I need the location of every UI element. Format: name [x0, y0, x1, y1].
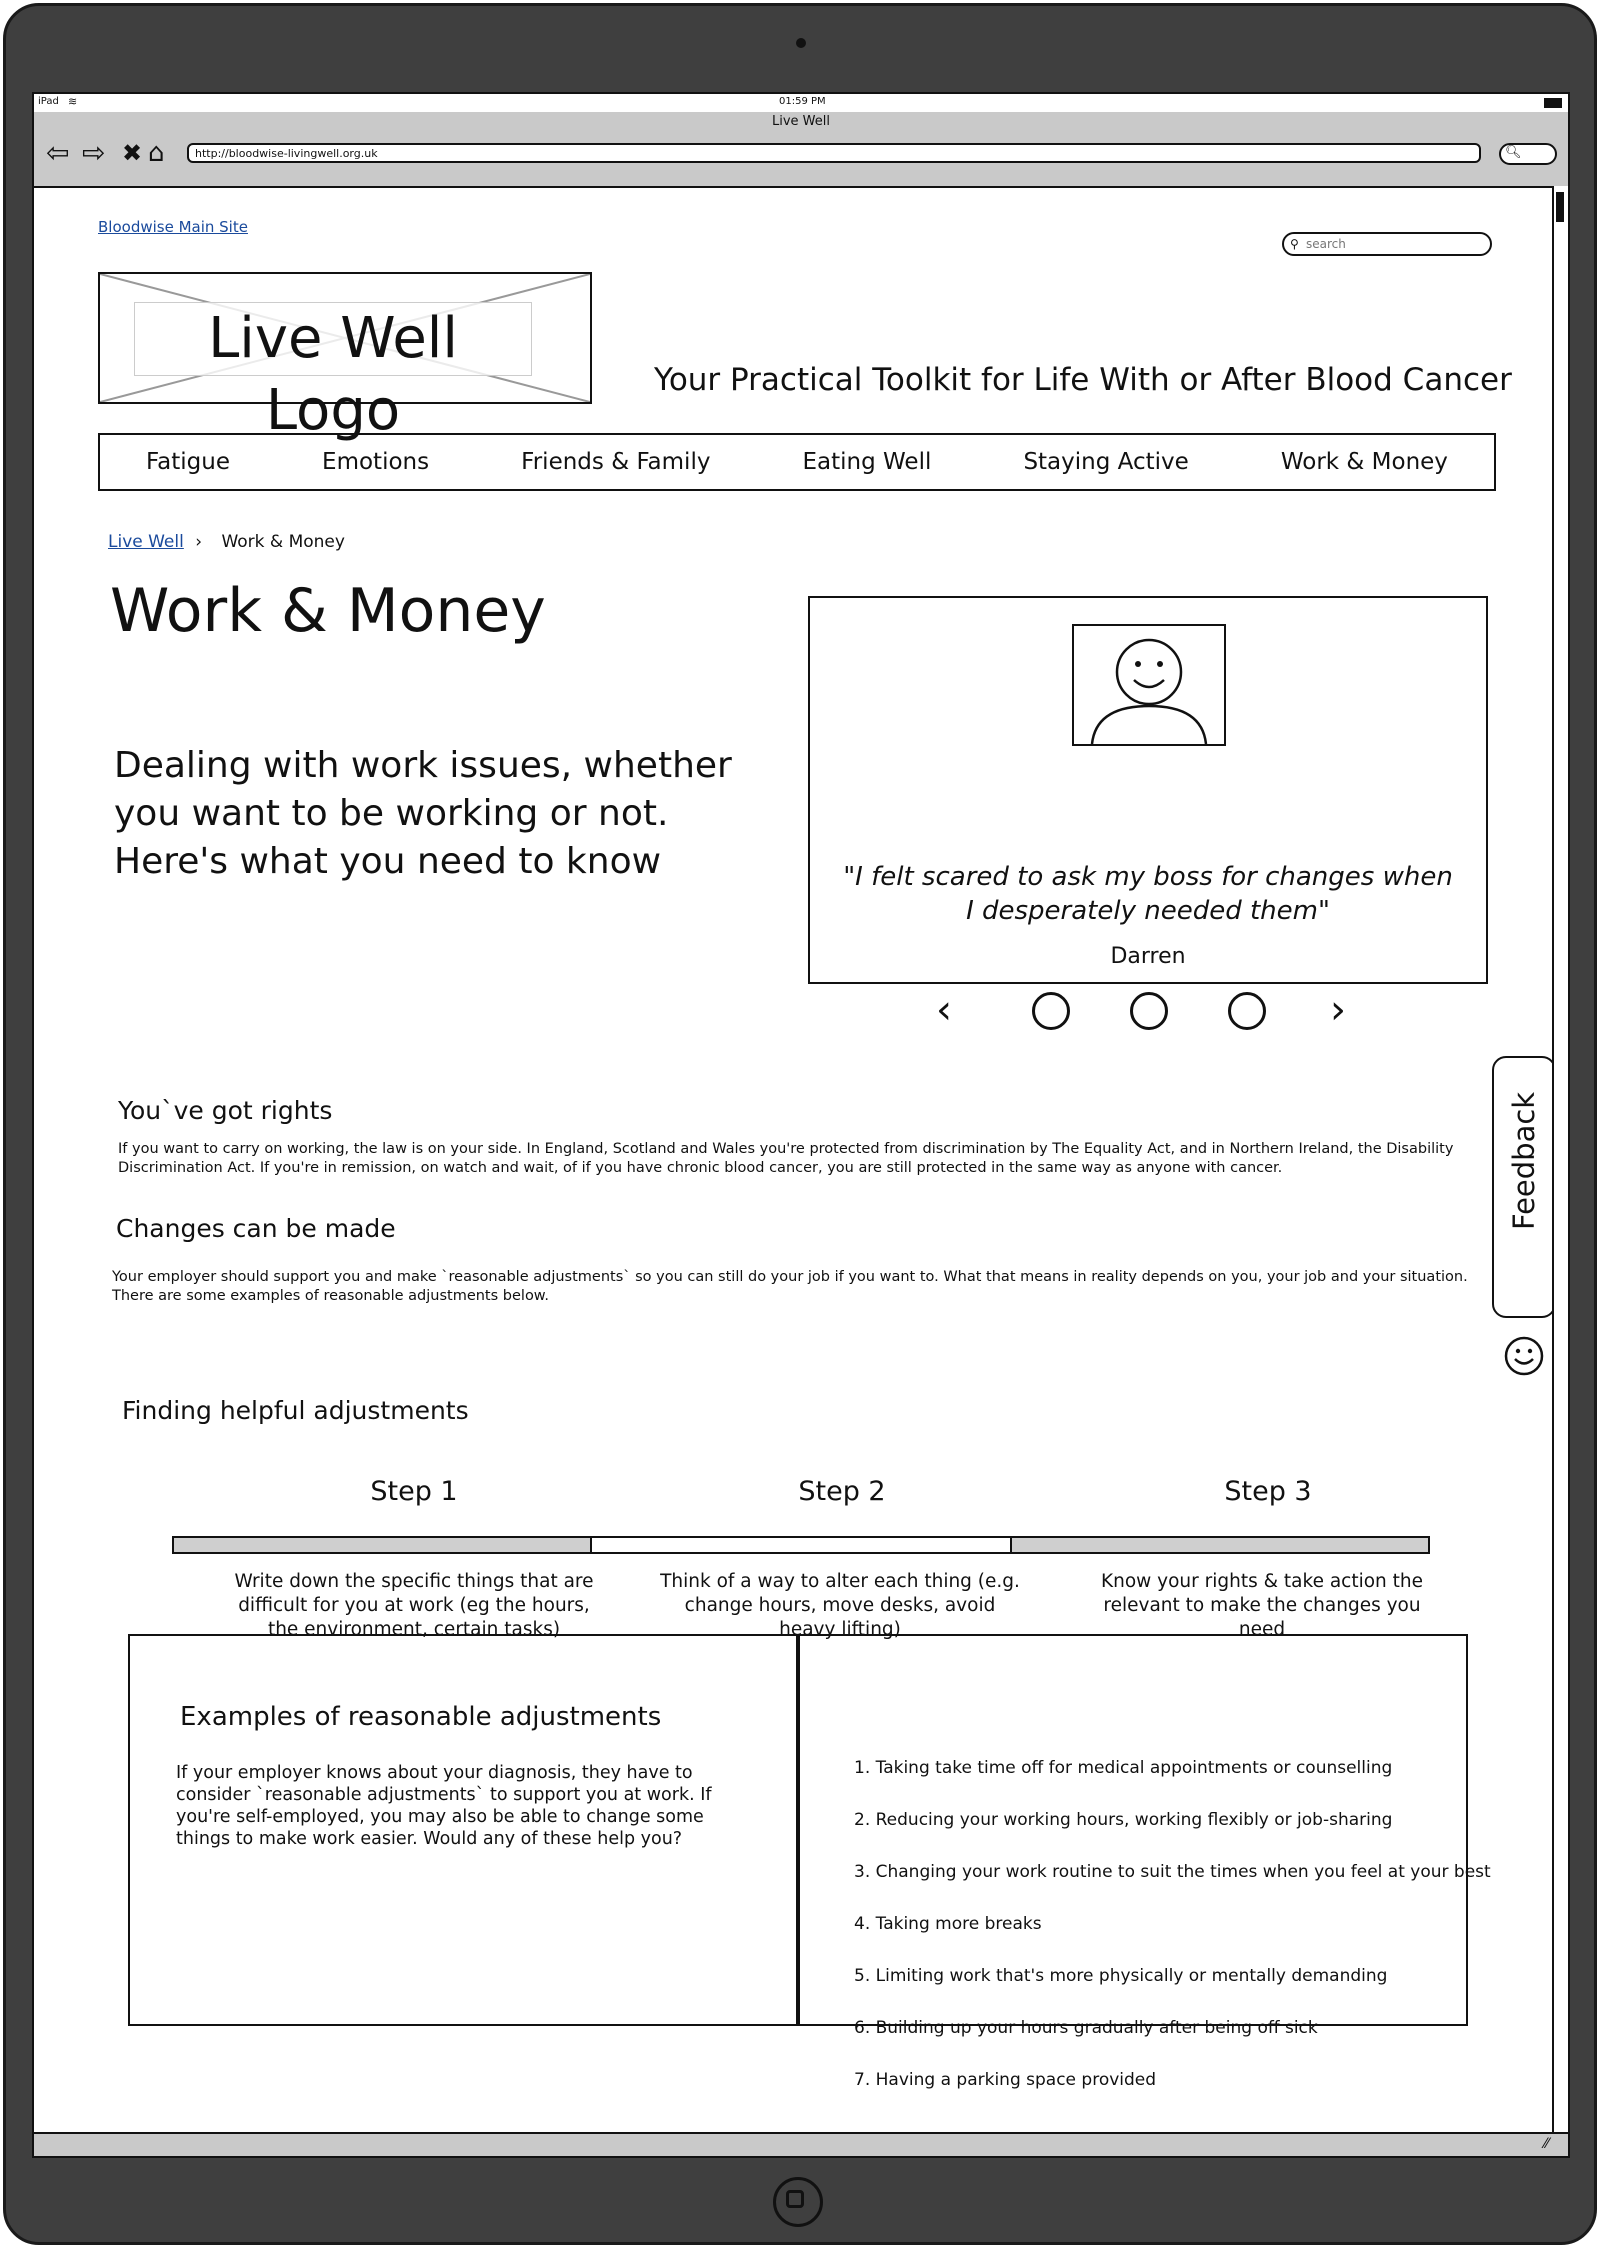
list-item: 7. Having a parking space provided [854, 2070, 1157, 2090]
step-2-bar [590, 1536, 1012, 1554]
url-input[interactable]: http://bloodwise-livingwell.org.uk [187, 143, 1481, 163]
page-content [34, 186, 1568, 2136]
site-search-input[interactable] [1282, 232, 1492, 256]
carousel-dot-3[interactable] [1228, 992, 1266, 1030]
step-1-text: Write down the specific things that are difficult for you at work (eg the hours, the environment, certain tasks) [234, 1571, 594, 1640]
breadcrumb-current: Work & Money [221, 532, 345, 552]
status-bar [34, 94, 1568, 113]
testimonial-quote: "I felt scared to ask my boss for changes when I desperately needed them" [843, 862, 1453, 926]
tagline: Your Practical Toolkit for Life With or After Blood Cancer [654, 362, 1512, 398]
camera-icon [796, 38, 806, 48]
list-item: 3. Changing your work routine to suit the times when you feel at your best [854, 1862, 1491, 1882]
changes-text: Your employer should support you and make `reasonable adjustments` so you can still do your job if you want to. What that means in reality depends on you, your job and your situation. There are some examples of reasonable adjustments below. [112, 1269, 1468, 1304]
screen [32, 92, 1570, 2158]
intro-text: Dealing with work issues, whether you want to be working or not. Here's what you need to know [114, 745, 732, 882]
main-site-link[interactable]: Bloodwise Main Site [98, 218, 248, 236]
step-2-text: Think of a way to alter each thing (e.g. change hours, move desks, avoid heavy lifting) [660, 1571, 1020, 1640]
step-2-label: Step 2 [798, 1476, 886, 1507]
smiley-icon[interactable] [1502, 1334, 1546, 1378]
battery-icon [1544, 98, 1562, 108]
list-item: 6. Building up your hours gradually after being off sick [854, 2018, 1318, 2038]
avatar [1072, 624, 1226, 746]
rights-heading: You`ve got rights [118, 1096, 333, 1125]
breadcrumb-chevron-icon: › [195, 532, 203, 552]
step-3-text: Know your rights & take action the relevant to make the changes you need [1100, 1571, 1424, 1640]
breadcrumb-root-link[interactable]: Live Well [108, 532, 184, 552]
back-icon[interactable]: ⇦ [46, 136, 70, 169]
home-icon[interactable]: ⌂ [148, 138, 165, 168]
nav-item-fatigue[interactable]: Fatigue [146, 449, 230, 475]
search-icon: ⚲ [1290, 237, 1299, 251]
carousel-dot-1[interactable] [1032, 992, 1070, 1030]
wifi-icon: ≋ [68, 95, 78, 108]
step-3-bar [1010, 1536, 1430, 1554]
step-1-label: Step 1 [370, 1476, 458, 1507]
list-item: 2. Reducing your working hours, working flexibly or job-sharing [854, 1810, 1393, 1830]
device-label: iPad [38, 96, 59, 107]
horizontal-scrollbar[interactable] [34, 2132, 1568, 2158]
examples-heading: Examples of reasonable adjustments [180, 1702, 662, 1732]
smiley-person-icon [1074, 626, 1224, 744]
vertical-scrollbar[interactable] [1552, 186, 1568, 2132]
resize-grip-icon[interactable]: ⁄⁄ [1544, 2136, 1549, 2152]
logo-text: Live Well Logo [134, 302, 532, 376]
examples-text: If your employer knows about your diagnosis, they have to consider `reasonable adjustments` to support you at work. If you're self-employed, you may also be able to change some things to make work easier. Would any of these help you? [176, 1763, 712, 1849]
browser-search-button[interactable] [1499, 143, 1557, 165]
steps-heading: Finding helpful adjustments [122, 1396, 469, 1425]
scrollbar-thumb[interactable] [1556, 192, 1564, 222]
browser-title: Live Well [772, 114, 830, 129]
feedback-label[interactable]: Feedback [1507, 1091, 1541, 1230]
carousel-next-icon[interactable]: › [1330, 987, 1346, 1033]
rights-text: If you want to carry on working, the law is on your side. In England, Scotland and Wales you're protected from discrimination by The Equality Act, and in Northern Ireland, the Disability Discrimination Act. If you're in remission, on watch and wait, of if you have chronic blood cancer, you are still protected in the same way as anyone with cancer. [118, 1141, 1454, 1176]
main-nav [98, 433, 1496, 491]
nav-item-friends-family[interactable]: Friends & Family [521, 449, 711, 475]
nav-item-eating-well[interactable]: Eating Well [802, 449, 932, 475]
nav-item-work-money[interactable]: Work & Money [1280, 449, 1448, 475]
step-3-label: Step 3 [1224, 1476, 1312, 1507]
list-item: 1. Taking take time off for medical appointments or counselling [854, 1758, 1393, 1778]
stop-icon[interactable]: ✖ [122, 139, 143, 167]
status-time: 01:59 PM [779, 96, 826, 107]
carousel-prev-icon[interactable]: ‹ [936, 987, 952, 1033]
list-item: 4. Taking more breaks [854, 1914, 1042, 1934]
search-placeholder: search [1306, 237, 1346, 251]
nav-item-emotions[interactable]: Emotions [322, 449, 430, 475]
testimonial-name: Darren [1110, 944, 1186, 969]
step-1-bar [172, 1536, 592, 1554]
breadcrumb [108, 532, 345, 552]
nav-item-staying-active[interactable]: Staying Active [1023, 449, 1189, 475]
page-title: Work & Money [110, 576, 546, 646]
search-icon: 🔍︎ [1505, 145, 1522, 160]
changes-heading: Changes can be made [116, 1214, 396, 1243]
carousel-dot-2[interactable] [1130, 992, 1168, 1030]
list-item: 5. Limiting work that's more physically or mentally demanding [854, 1966, 1388, 1986]
home-button-square-icon [786, 2190, 804, 2208]
forward-icon[interactable]: ⇨ [82, 136, 106, 169]
